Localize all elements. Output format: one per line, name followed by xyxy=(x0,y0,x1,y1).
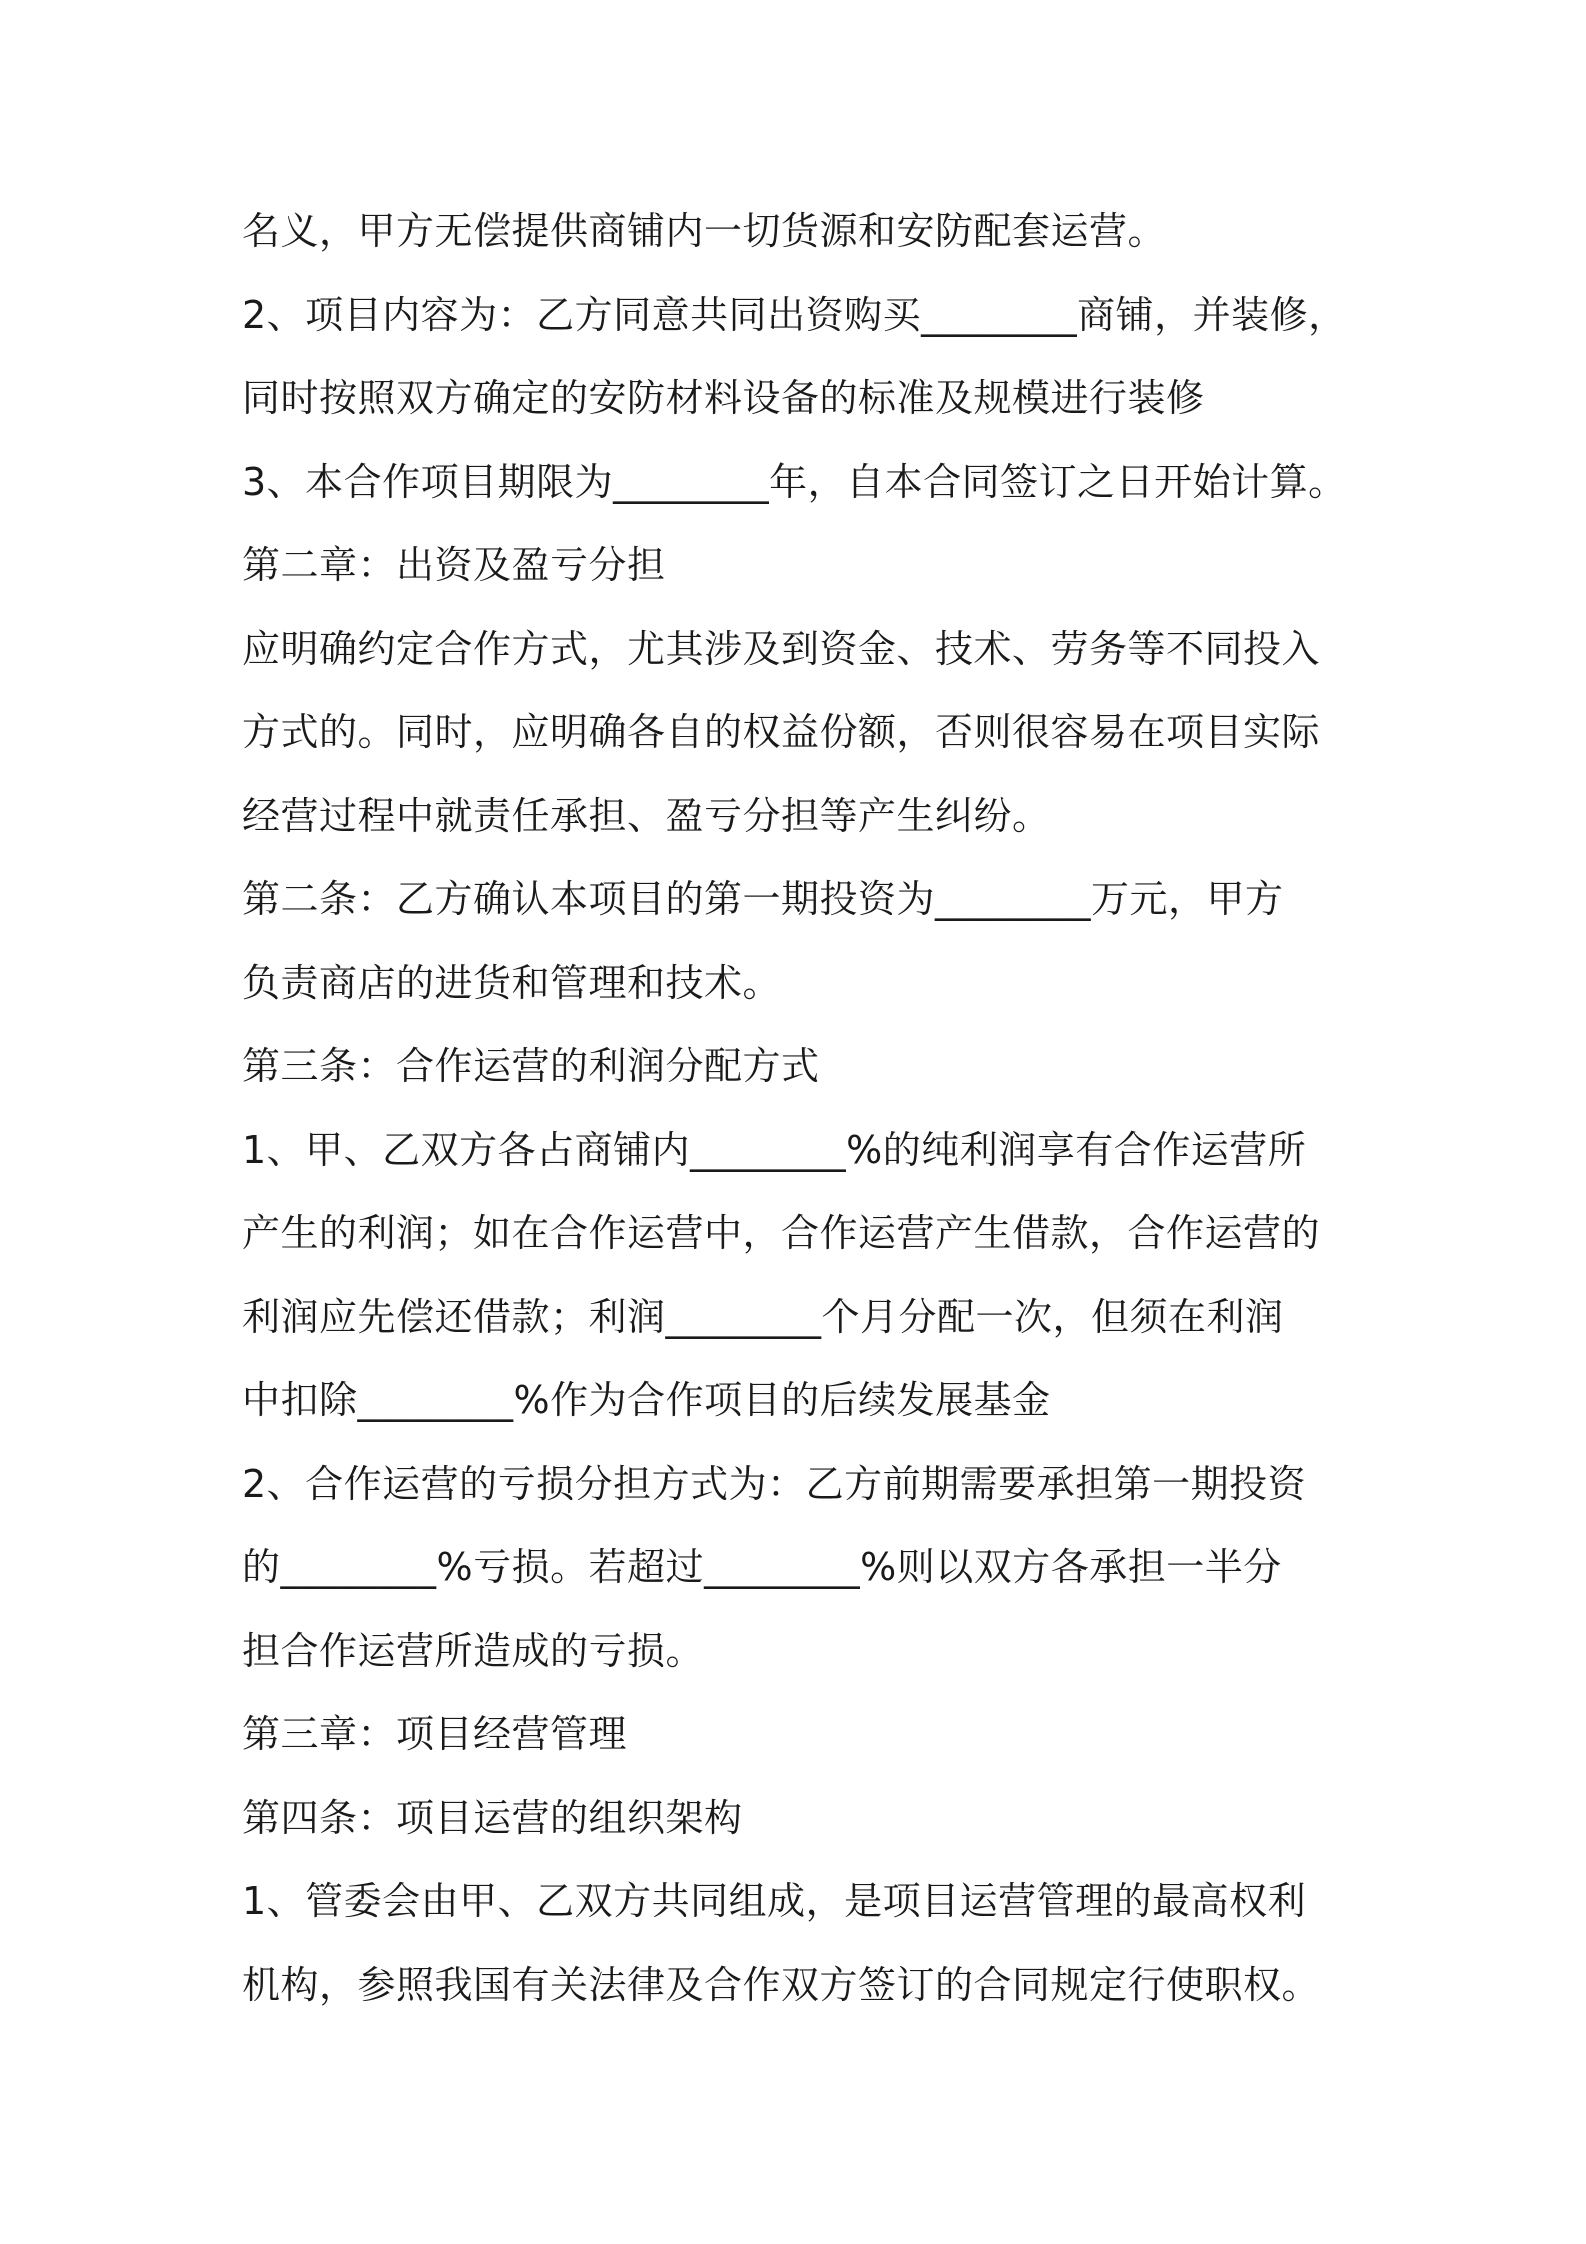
text-line: 同时按照双方确定的安防材料设备的标准及规模进行装修 xyxy=(242,376,1205,420)
chapter-heading: 第二章：出资及盈亏分担 xyxy=(242,543,666,587)
text-line: 3、本合作项目期限为________年，自本合同签订之日开始计算。 xyxy=(242,459,1347,504)
text-line: 担合作运营所造成的亏损。 xyxy=(242,1628,705,1673)
text-line: 2、合作运营的亏损分担方式为：乙方前期需要承担第一期投资 xyxy=(242,1461,1307,1506)
text-line: 经营过程中就责任承担、盈亏分担等产生纠纷。 xyxy=(242,793,1051,838)
text-line: 名义，甲方无偿提供商铺内一切货源和安防配套运营。 xyxy=(242,209,1167,253)
text-line: 负责商店的进货和管理和技术。 xyxy=(242,960,782,1005)
text-line: 中扣除________%作为合作项目的后续发展基金 xyxy=(242,1378,1051,1422)
text-line: 2、项目内容为：乙方同意共同出资购买________商铺，并装修， xyxy=(242,292,1347,337)
article-line: 第二条：乙方确认本项目的第一期投资为________万元，甲方 xyxy=(242,877,1284,921)
text-line: 方式的。同时，应明确各自的权益份额，否则很容易在项目实际 xyxy=(242,710,1321,754)
text-line: 利润应先偿还借款；利润________个月分配一次，但须在利润 xyxy=(242,1294,1284,1339)
article-heading: 第四条：项目运营的组织架构 xyxy=(242,1795,743,1840)
article-heading: 第三条：合作运营的利润分配方式 xyxy=(242,1044,820,1088)
chapter-heading: 第三章：项目经营管理 xyxy=(242,1712,628,1756)
text-line: 1、管委会由甲、乙双方共同组成，是项目运营管理的最高权利 xyxy=(242,1879,1307,1923)
text-line: 应明确约定合作方式，尤其涉及到资金、技术、劳务等不同投入 xyxy=(242,626,1321,671)
contract-text xyxy=(242,190,1362,2027)
text-line: 机构，参照我国有关法律及合作双方签订的合同规定行使职权。 xyxy=(242,1962,1321,2007)
text-line: 产生的利润；如在合作运营中，合作运营产生借款，合作运营的 xyxy=(242,1211,1321,1255)
text-line: 的________%亏损。若超过________%则以双方各承担一半分 xyxy=(242,1545,1282,1589)
text-line: 1、甲、乙双方各占商铺内________%的纯利润享有合作运营所 xyxy=(242,1127,1307,1172)
